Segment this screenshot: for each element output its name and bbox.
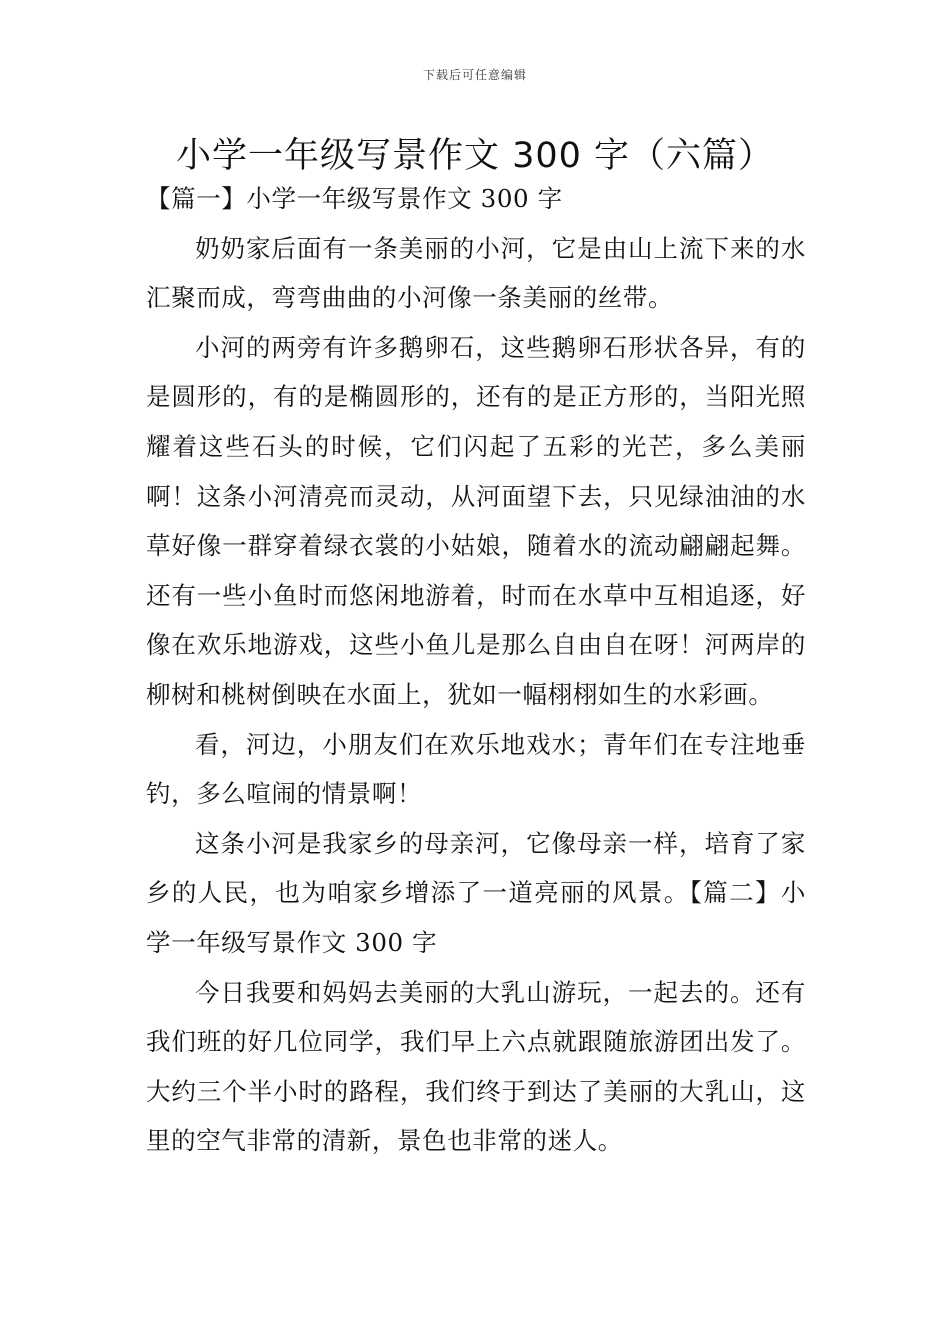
paragraph: 奶奶家后面有一条美丽的小河，它是由山上流下来的水汇聚而成，弯弯曲曲的小河像一条美丽的丝带。 bbox=[146, 233, 806, 313]
header-note: 下载后可任意编辑 bbox=[422, 68, 527, 82]
paragraph: 今日我要和妈妈去美丽的大乳山游玩，一起去的。还有我们班的好几位同学，我们早上六点就跟随旅游团出发了。大约三个半小时的路程，我们终于到达了美丽的大乳山，这里的空气非常的清新，景色也非常的迷人。 bbox=[146, 977, 806, 1156]
section-heading: 【篇一】小学一年级写景作文 300 字 bbox=[146, 184, 563, 213]
paragraph: 小河的两旁有许多鹅卵石，这些鹅卵石形状各异，有的是圆形的，有的是椭圆形的，还有的是正方形的，当阳光照耀着这些石头的时候，它们闪起了五彩的光芒，多么美丽啊！这条小河清亮而灵动，从河面望下去，只见绿油油的水草好像一群穿着绿衣裳的小姑娘，随着水的流动翩翩起舞。还有一些小鱼时而悠闲地游着，时而在水草中互相追逐，好像在欢乐地游戏，这些小鱼儿是那么自由自在呀！河两岸的柳树和桃树倒映在水面上，犹如一幅栩栩如生的水彩画。 bbox=[146, 332, 806, 709]
paragraph: 这条小河是我家乡的母亲河，它像母亲一样，培育了家乡的人民，也为咱家乡增添了一道亮丽的风景。【篇二】小学一年级写景作文 300 字 bbox=[146, 828, 806, 957]
document-title: 小学一年级写景作文 300 字（六篇） bbox=[175, 136, 775, 176]
document-body bbox=[146, 174, 806, 1166]
paragraph: 看，河边，小朋友们在欢乐地戏水；青年们在专注地垂钓，多么喧闹的情景啊！ bbox=[146, 729, 806, 809]
